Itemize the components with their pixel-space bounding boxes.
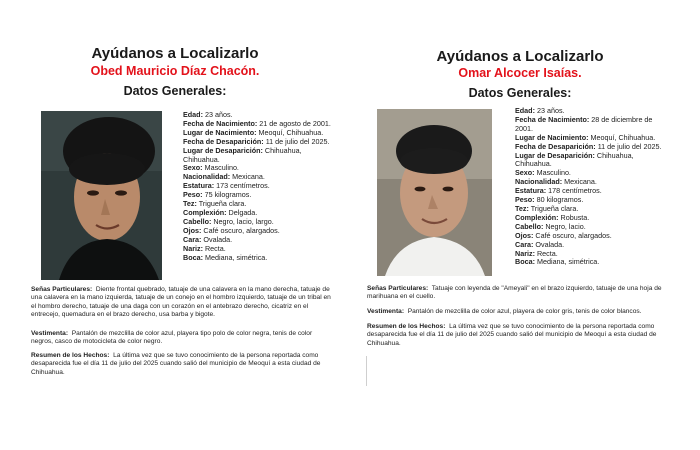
person-name: Omar Alcocer Isaías. [458,66,582,80]
fact-value: Recta. [536,248,558,258]
fact-value: Robusta. [560,212,590,222]
fact-label: Peso: [183,190,203,200]
fact-label: Cabello: [183,216,212,226]
distinguishing-marks [31,286,331,319]
fact-value: 178 centímetros. [548,186,602,196]
resumen-label: Resumen de los Hechos: [367,323,446,330]
fact-value: Café oscuro, alargados. [203,225,280,235]
person-photo [377,109,492,276]
fact-label: Nariz: [183,243,203,253]
fact-label: Estatura: [183,181,215,191]
fact-label: Lugar de Desaparición: [515,150,595,160]
fact-label: Fecha de Nacimiento: [183,118,258,128]
fact-label: Ojos: [515,230,534,240]
fact-label: Boca: [515,257,535,267]
fact-value: Ovalada. [203,234,233,244]
resumen-text: La última vez que se tuvo conocimiento de la persona reportada como desaparecida fue el día 11 de julio del 2025 cuando salió del municipio de Meoquí a esta ciudad de Chihuahua. [31,352,321,376]
fact-value: 23 años. [536,106,565,115]
fact-label: Boca: [183,252,203,262]
clothing [367,308,682,316]
missing-person-flyer-right [350,0,700,450]
vestimenta-label: Vestimenta: [31,330,69,337]
fact-value: 21 de agosto de 2001. [259,118,331,128]
fact-value: Café oscuro, alargados. [535,230,612,240]
fact-label: Estatura: [515,186,547,196]
fact-value: Negro, lacio. [545,221,586,231]
fact-label: Lugar de Nacimiento: [515,132,589,142]
fact-value: Chihuahua, Chihuahua. [515,150,634,169]
fact-value: Recta. [204,243,226,253]
senas-text: Tatuaje con leyenda de "Ameyali" en el brazo izquierdo, tatuaje de una hoja de marihuana en el cuello. [367,285,662,301]
vestimenta-text: Pantalón de mezclilla de color azul, playera de color gris, tenis de color blancos. [407,308,642,315]
person-name: Obed Mauricio Díaz Chacón. [90,64,260,78]
vestimenta-text: Pantalón de mezclilla de color azul, playera tipo polo de color negra, tenis de color negros, casco de motocicleta de color negro. [31,330,313,346]
fact-value: Mediana, simétrica. [204,252,268,262]
fact-label: Edad: [515,106,535,115]
fact-row [515,152,665,170]
fact-row [183,147,333,165]
resumen-label: Resumen de los Hechos: [31,352,110,359]
fact-label: Tez: [183,199,197,209]
fact-value: 80 kilogramos. [536,195,584,205]
section-title: Datos Generales: [123,84,227,98]
fact-value: Negro, lacio, largo. [213,216,274,226]
fact-label: Edad: [183,110,203,119]
fact-row [183,254,333,263]
fact-label: Ojos: [183,225,202,235]
incident-summary [31,352,331,377]
fact-value: 11 de julio del 2025. [597,141,662,151]
fact-label: Lugar de Desaparición: [183,145,263,155]
flyer-heading: Ayúdanos a Localizarlo [91,45,259,62]
fact-value: Delgada. [228,207,258,217]
fact-label: Complexión: [183,207,227,217]
fact-label: Fecha de Desaparición: [183,136,264,146]
fact-value: Trigueña clara. [530,203,579,213]
fact-value: 173 centímetros. [216,181,270,191]
fact-label: Lugar de Nacimiento: [183,127,257,137]
clothing [31,330,331,347]
fact-label: Nacionalidad: [183,172,231,182]
fact-value: 11 de julio del 2025. [265,136,330,146]
fact-label: Sexo: [515,168,535,178]
fact-row [515,258,665,267]
fact-value: Mexicana. [232,172,265,182]
fact-label: Fecha de Nacimiento: [515,114,590,124]
general-data-list [515,107,665,267]
fact-value: Masculino. [204,163,239,173]
fact-label: Peso: [515,195,535,205]
section-title: Datos Generales: [468,86,572,100]
fact-label: Nariz: [515,248,535,258]
fact-value: Meoquí, Chihuahua. [590,132,656,142]
senas-label: Señas Particulares: [31,286,93,293]
flyer-heading: Ayúdanos a Localizarlo [436,48,604,65]
general-data-list [183,111,333,262]
fact-value: Meoquí, Chihuahua. [258,127,324,137]
senas-text: Diente frontal quebrado, tatuaje de una calavera en la mano derecha, tatuaje de una calavera en la mano izquierda, tatuaje de un conejo en el hombro izquierdo, tatuaje de un tribal en el hombro derecho, tatuaje de una daga con un corazón en el antebrazo derecho, cicatriz en el entrecejo, quemadura en el brazo derecho, usa barba y bigote. [31,286,331,318]
vestimenta-label: Vestimenta: [367,308,405,315]
fact-label: Tez: [515,203,529,213]
fact-value: Chihuahua, Chihuahua. [183,145,302,164]
fact-value: Trigueña clara. [198,199,247,209]
fact-row [515,116,665,134]
fact-label: Fecha de Desaparición: [515,141,596,151]
fact-label: Cabello: [515,221,544,231]
fact-value: Masculino. [536,168,571,178]
resumen-text: La última vez que se tuvo conocimiento de la persona reportada como desaparecida fue el día 11 de julio del 2025 cuando salió del municipio de Meoquí a esta ciudad de Chihuahua. [367,323,657,347]
fact-value: 23 años. [204,110,233,119]
person-photo [41,111,162,280]
fact-value: 28 de diciembre de 2001. [515,114,653,133]
distinguishing-marks [367,285,682,302]
fact-label: Cara: [515,239,534,249]
fact-value: 75 kilogramos. [204,190,252,200]
fact-value: Ovalada. [535,239,565,249]
incident-summary [367,323,682,348]
fact-label: Sexo: [183,163,203,173]
fact-label: Complexión: [515,212,559,222]
senas-label: Señas Particulares: [367,285,429,292]
fact-value: Mexicana. [564,177,597,187]
fact-label: Cara: [183,234,202,244]
fact-label: Nacionalidad: [515,177,563,187]
fact-value: Mediana, simétrica. [536,257,600,267]
